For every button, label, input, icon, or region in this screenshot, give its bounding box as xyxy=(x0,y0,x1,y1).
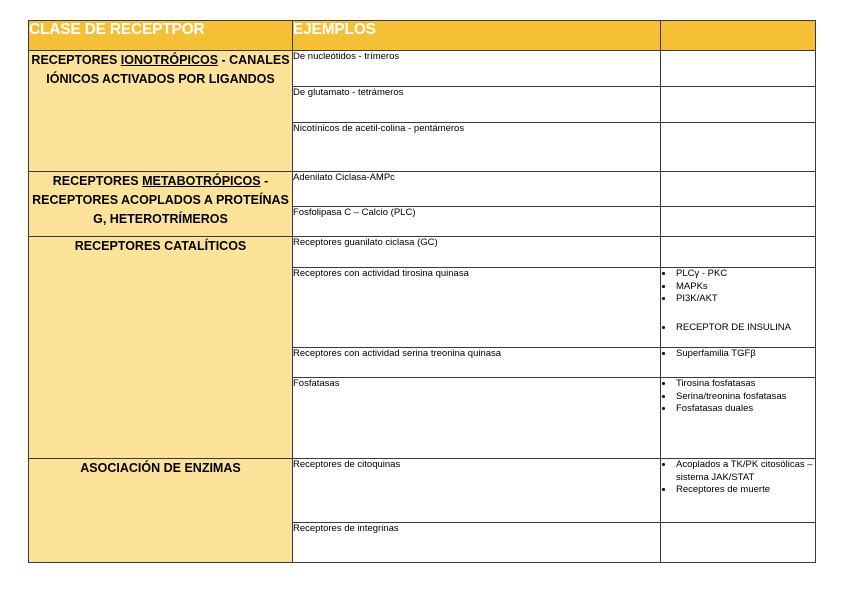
ejemplo-cell: Receptores de integrinas xyxy=(293,523,661,563)
underlined-term: IONOTRÓPICOS xyxy=(120,53,219,67)
notes-list xyxy=(661,268,815,334)
notes-cell xyxy=(661,523,816,563)
table-row xyxy=(29,237,816,268)
class-enzyme-association: ASOCIACIÓN DE ENZIMAS xyxy=(29,459,293,563)
note-item: • Receptores de muerte xyxy=(674,484,815,497)
note-item: • RECEPTOR DE INSULINA xyxy=(674,322,815,335)
note-item: • Serina/treonina fosfatasas xyxy=(674,391,815,404)
notes-cell xyxy=(661,207,816,237)
notes-cell xyxy=(661,87,816,123)
receptor-classification-table xyxy=(28,20,816,563)
note-item: • Superfamilia TGFβ xyxy=(674,348,815,361)
note-item: • PI3K/AKT xyxy=(674,293,815,306)
class-catalytic: RECEPTORES CATALÍTICOS xyxy=(29,237,293,459)
note-item: • MAPKs xyxy=(674,281,815,294)
notes-cell xyxy=(661,237,816,268)
notes-cell xyxy=(661,348,816,378)
notes-list xyxy=(661,459,815,497)
ejemplo-cell: Receptores con actividad serina treonina quinasa xyxy=(293,348,661,378)
table-row xyxy=(29,51,816,87)
table-row xyxy=(29,459,816,523)
notes-cell xyxy=(661,123,816,172)
class-ionotropic: RECEPTORES IONOTRÓPICOS - CANALES IÓNICOS ACTIVADOS POR LIGANDOS xyxy=(29,51,293,172)
ejemplo-cell: Nicotínicos de acetil-colina - pentámeros xyxy=(293,123,661,172)
header-ejemplos: EJEMPLOS xyxy=(293,21,661,51)
notes-list xyxy=(661,348,815,361)
notes-cell xyxy=(661,172,816,207)
ejemplo-cell: Fosfatasas xyxy=(293,378,661,459)
ejemplo-cell: Fosfolipasa C – Calcio (PLC) xyxy=(293,207,661,237)
ejemplo-cell: De nucleótidos - trímeros xyxy=(293,51,661,87)
ejemplo-cell: Receptores con actividad tirosina quinasa xyxy=(293,268,661,348)
notes-cell xyxy=(661,268,816,348)
ejemplo-cell: Receptores de citoquinas xyxy=(293,459,661,523)
note-item: • Tirosina fosfatasas xyxy=(674,378,815,391)
table-row xyxy=(29,172,816,207)
ejemplo-cell: Receptores guanilato ciclasa (GC) xyxy=(293,237,661,268)
note-item: • Acoplados a TK/PK citosólicas – sistema JAK/STAT xyxy=(674,459,815,484)
notes-cell xyxy=(661,459,816,523)
header-clase: CLASE DE RECEPTPOR xyxy=(29,21,293,51)
notes-list xyxy=(661,378,815,416)
ejemplo-cell: De glutamato - tetrámeros xyxy=(293,87,661,123)
table-header-row xyxy=(29,21,816,51)
header-notas xyxy=(661,21,816,51)
note-item: • PLCγ - PKC xyxy=(674,268,815,281)
notes-cell xyxy=(661,51,816,87)
notes-cell xyxy=(661,378,816,459)
underlined-term: METABOTRÓPICOS xyxy=(142,174,261,188)
note-item: • Fosfatasas duales xyxy=(674,403,815,416)
class-metabotropic: RECEPTORES METABOTRÓPICOS - RECEPTORES ACOPLADOS A PROTEÍNAS G, HETEROTRÍMEROS xyxy=(29,172,293,237)
ejemplo-cell: Adenilato Ciclasa-AMPc xyxy=(293,172,661,207)
